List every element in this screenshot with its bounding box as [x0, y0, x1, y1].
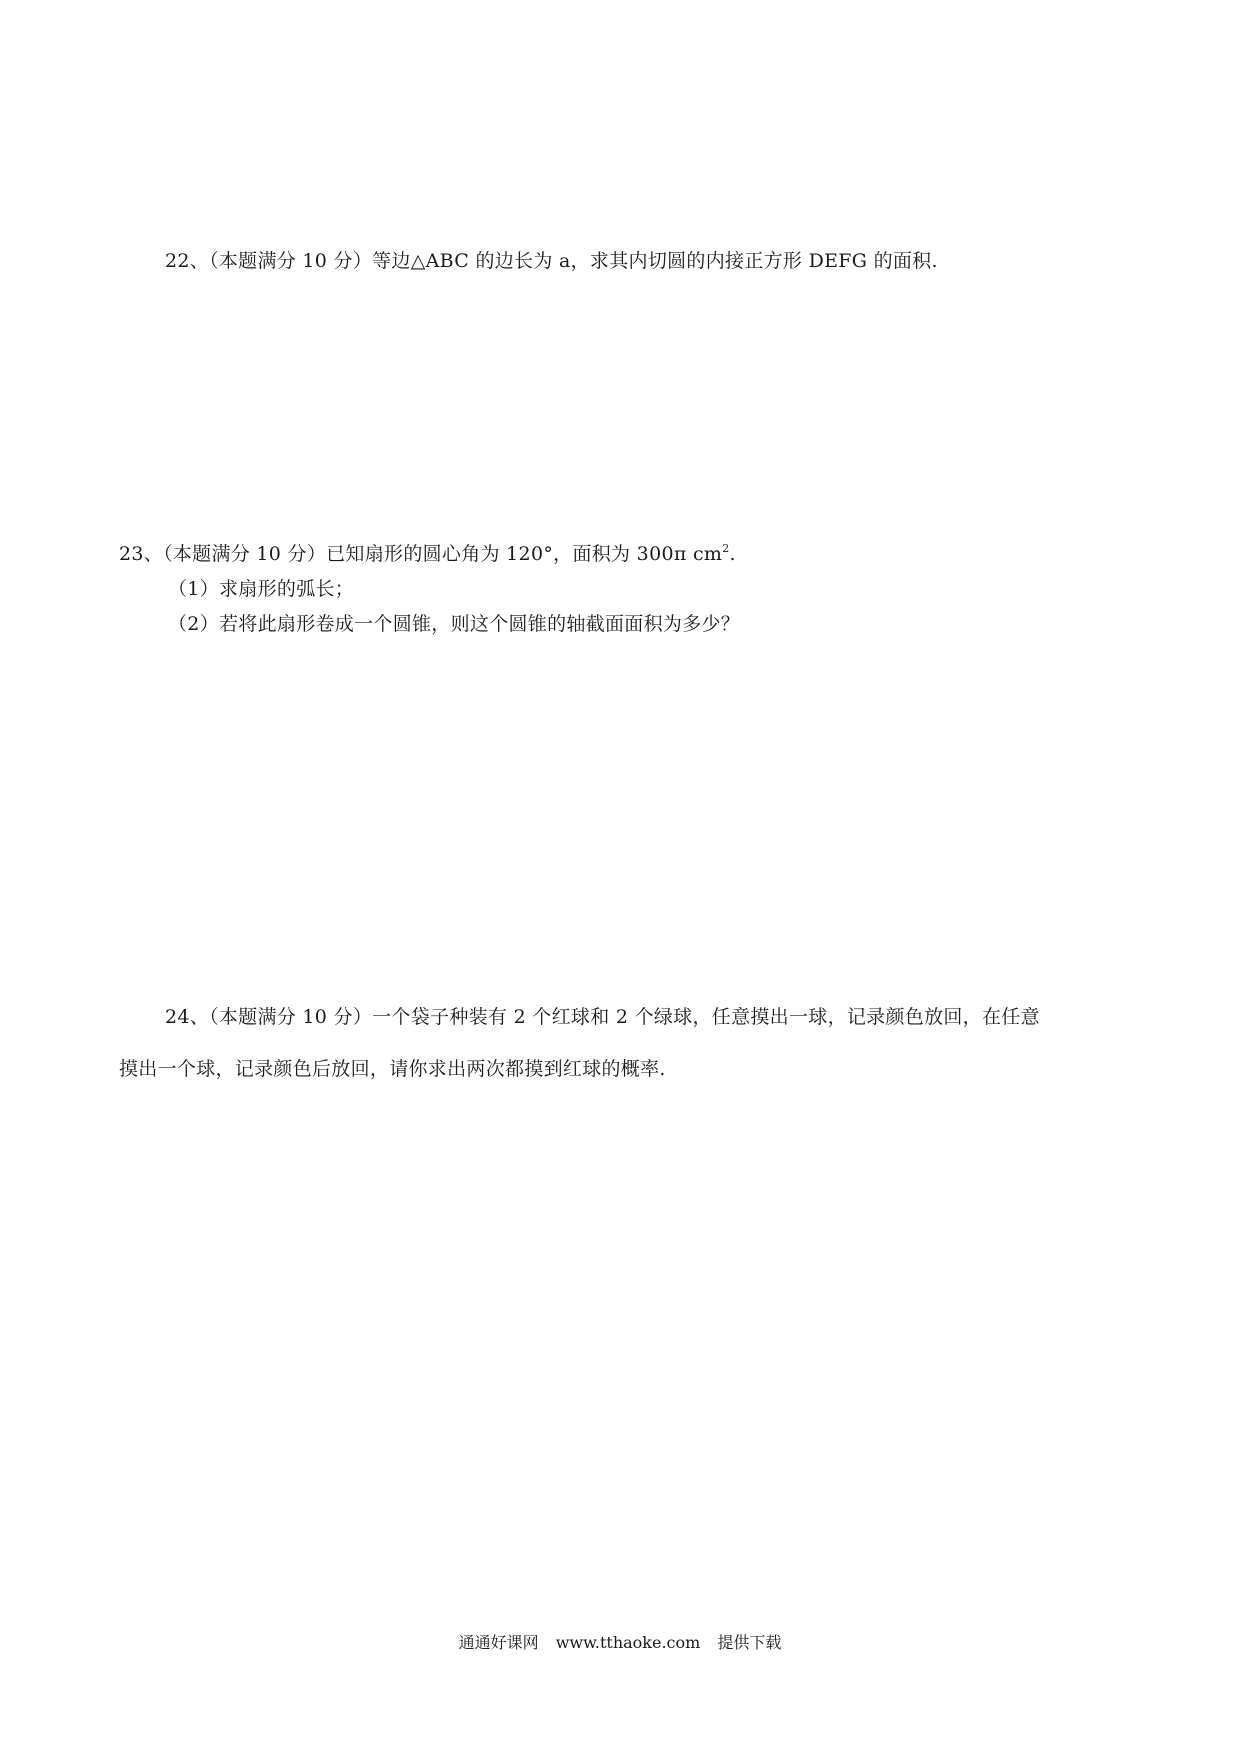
question-23-part-2: （2）若将此扇形卷成一个圆锥，则这个圆锥的轴截面面积为多少？	[168, 613, 741, 635]
question-23-stem-end: .	[729, 543, 736, 565]
question-23-stem-text: 23、（本题满分 10 分）已知扇形的圆心角为 120°，面积为 300π cm	[119, 543, 723, 565]
question-24-line-2: 摸出一个球，记录颜色后放回，请你求出两次都摸到红球的概率.	[119, 1058, 666, 1080]
page-footer	[0, 1633, 1240, 1653]
footer-site-name: 通通好课网	[458, 1633, 539, 1652]
superscript-exponent: 2	[722, 541, 730, 555]
question-24-line-1: 24、（本题满分 10 分）一个袋子种装有 2 个红球和 2 个绿球，任意摸出一球，记录颜色放回，在任意	[165, 1006, 1040, 1028]
question-23-part-1: （1）求扇形的弧长；	[168, 578, 355, 600]
footer-url[interactable]: www.tthaoke.com	[555, 1633, 701, 1652]
question-22: 22、（本题满分 10 分）等边△ABC 的边长为 a，求其内切圆的内接正方形 DEFG 的面积.	[165, 250, 938, 272]
question-23-stem	[119, 542, 736, 566]
footer-suffix: 提供下载	[717, 1633, 782, 1652]
